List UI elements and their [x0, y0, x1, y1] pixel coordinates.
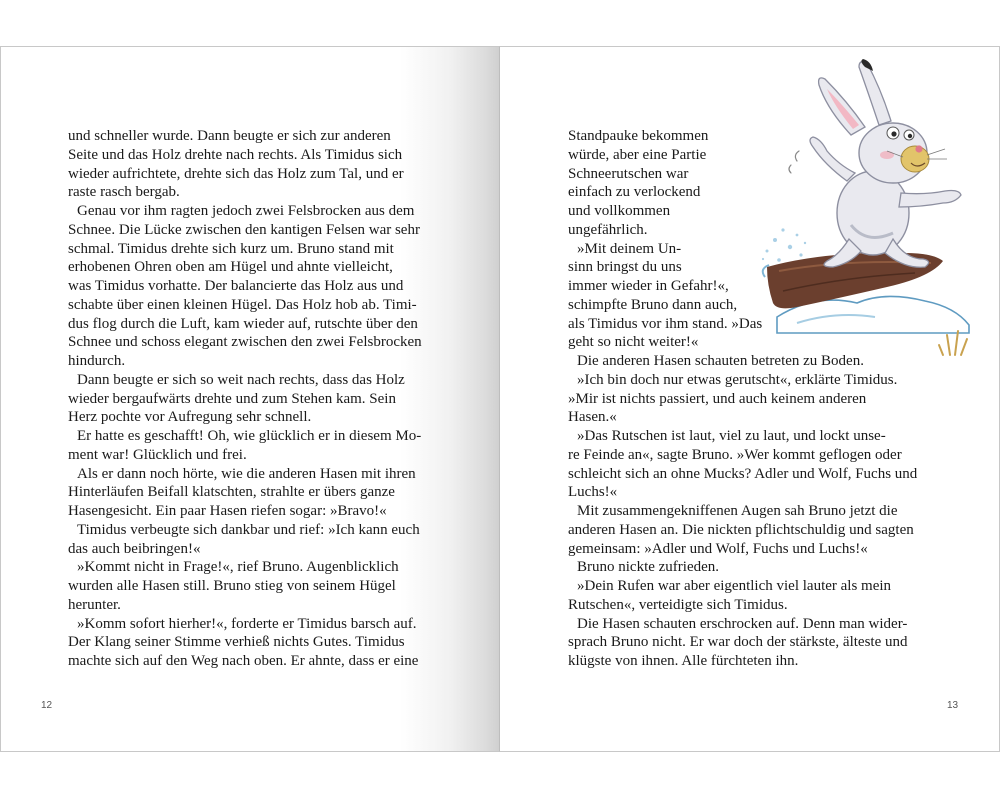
text-line: sprach Bruno nicht. Er war doch der stärkste, älteste und	[568, 634, 908, 651]
text-line: geht so nicht weiter!«	[568, 334, 699, 351]
text-line: als Timidus vor ihm stand. »Das	[568, 315, 763, 332]
text-line: Hinterläufen Beifall klatschten, strahlte er übers ganze	[68, 484, 395, 501]
text-line: würde, aber eine Partie	[568, 146, 707, 163]
text-line: Luchs!«	[568, 484, 618, 501]
text-line: »Kommt nicht in Frage!«, rief Bruno. Augenblicklich	[77, 559, 399, 576]
text-line: gemeinsam: »Adler und Wolf, Fuchs und Luchs!«	[568, 540, 868, 557]
text-line: Die anderen Hasen schauten betreten zu Boden.	[577, 353, 864, 369]
left-page-text	[68, 127, 440, 671]
text-line: wieder bergaufwärts drehte und zum Stehen kam. Sein	[68, 390, 396, 407]
text-line: Der Klang seiner Stimme verhieß nichts Gutes. Timidus	[68, 634, 405, 651]
text-line: Timidus verbeugte sich dankbar und rief: »Ich kann euch	[77, 521, 420, 538]
text-line: »Ich bin doch nur etwas gerutscht«, erklärte Timidus.	[577, 371, 898, 388]
text-line: Mit zusammengekniffenen Augen sah Bruno jetzt die	[577, 503, 898, 519]
text-line: dus flog durch die Luft, kam wieder auf, rutschte über den	[68, 315, 418, 332]
text-line: und vollkommen	[568, 203, 671, 219]
text-line: und schneller wurde. Dann beugte er sich zur anderen	[68, 128, 391, 144]
text-line: Die Hasen schauten erschrocken auf. Denn man wider-	[577, 615, 908, 632]
text-line: »Dein Rufen war aber eigentlich viel lauter als mein	[577, 578, 892, 594]
text-line: Seite und das Holz drehte nach rechts. Als Timidus sich	[68, 146, 403, 163]
text-line: schimpfte Bruno dann auch,	[568, 296, 738, 313]
text-line: herunter.	[68, 596, 121, 613]
text-line: schabte über einen kleinen Hügel. Das Holz hob ab. Timi-	[68, 296, 417, 313]
page-number-left: 12	[41, 700, 53, 711]
text-line: »Mit deinem Un-	[577, 240, 682, 257]
text-line: immer wieder in Gefahr!«,	[568, 278, 729, 294]
text-line: erhobenen Ohren oben am Hügel und ahnte vielleicht,	[68, 259, 393, 276]
text-line: wurden alle Hasen still. Bruno stieg von seinem Hügel	[68, 578, 396, 594]
text-line: raste rasch bergab.	[68, 184, 180, 201]
book-spread	[0, 46, 1000, 752]
rabbit-sledding-illustration	[755, 55, 985, 360]
text-line: ungefährlich.	[568, 221, 648, 238]
text-line: re Feinde an«, sagte Bruno. »Wer kommt geflogen oder	[568, 446, 902, 463]
text-line: sinn bringst du uns	[568, 259, 682, 276]
text-line: Schneerutschen war	[568, 165, 689, 182]
right-page	[499, 46, 1000, 752]
text-line: ment war! Glücklich und frei.	[68, 446, 247, 463]
text-line: Hasengesicht. Ein paar Hasen riefen sogar: »Bravo!«	[68, 503, 387, 519]
text-line: anderen Hasen an. Die nickten pflichtschuldig und sagten	[568, 521, 914, 538]
text-line: Hasen.«	[568, 409, 617, 426]
text-line: machte sich auf den Weg nach oben. Er ahnte, dass er eine	[68, 653, 419, 669]
left-page	[0, 46, 500, 752]
text-line: schmal. Timidus drehte sich kurz um. Bruno stand mit	[68, 240, 394, 257]
text-line: was Timidus vorhatte. Der balancierte das Holz aus und	[68, 278, 404, 294]
text-line: Schnee. Die Lücke zwischen den kantigen Felsen war sehr	[68, 221, 420, 238]
text-line: »Komm sofort hierher!«, forderte er Timidus barsch auf.	[77, 615, 417, 632]
text-line: das auch beibringen!«	[68, 540, 201, 557]
text-line: Rutschen«, verteidigte sich Timidus.	[568, 596, 788, 613]
text-line: Er hatte es geschafft! Oh, wie glücklich er in diesem Mo-	[77, 428, 422, 444]
page-number-right: 13	[947, 700, 959, 711]
text-line: Genau vor ihm ragten jedoch zwei Felsbrocken aus dem	[77, 203, 415, 219]
text-line: Standpauke bekommen	[568, 128, 709, 144]
text-line: Herz pochte vor Aufregung sehr schnell.	[68, 409, 312, 426]
text-line: »Mir ist nichts passiert, und auch keinem anderen	[568, 390, 867, 407]
text-line: Bruno nickte zufrieden.	[577, 559, 720, 576]
text-line: »Das Rutschen ist laut, viel zu laut, und lockt unse-	[577, 428, 886, 444]
text-line: klügste von ihnen. Alle fürchteten ihn.	[568, 653, 799, 669]
text-line: Schnee und schoss elegant zwischen den zwei Felsbrocken	[68, 334, 422, 351]
text-line: Als er dann noch hörte, wie die anderen Hasen mit ihren	[77, 465, 416, 482]
text-line: schleicht sich an ohne Mucks? Adler und Wolf, Fuchs und	[568, 465, 918, 482]
text-line: einfach zu verlockend	[568, 184, 701, 201]
text-line: wieder aufrichtete, drehte sich das Holz zum Tal, und er	[68, 165, 404, 182]
text-line: hindurch.	[68, 353, 126, 369]
text-line: Dann beugte er sich so weit nach rechts, dass das Holz	[77, 371, 405, 388]
